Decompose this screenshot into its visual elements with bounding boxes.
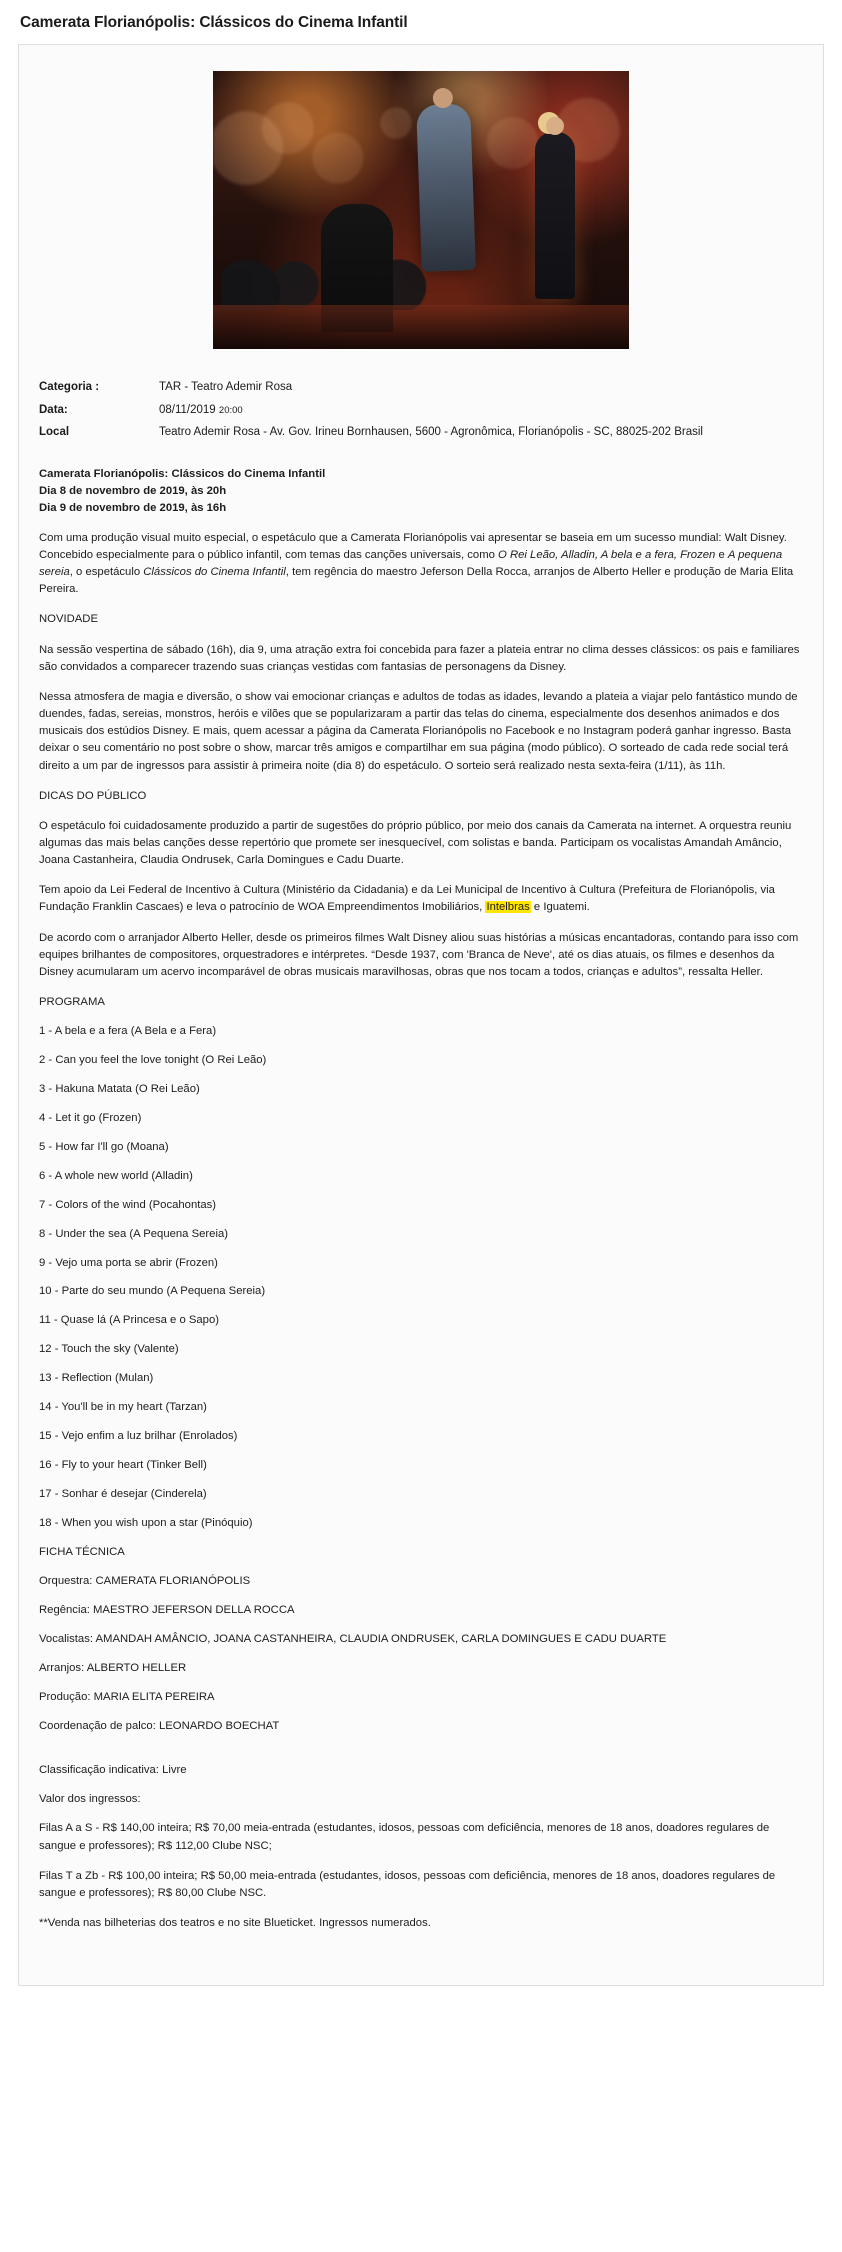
- paragraph-novidade: Na sessão vespertina de sábado (16h), dia 9, uma atração extra foi concebida para fazer a plateia entrar no clima desses clássicos: os pais e familiares são convidados a comparecer trazendo suas crianças vestidas com fantasias de personagens da Disney.: [39, 643, 800, 673]
- list-item: 6 - A whole new world (Alladin): [39, 1169, 193, 1182]
- list-item: Coordenação de palco: LEONARDO BOECHAT: [39, 1719, 280, 1732]
- lead-session-1: Dia 8 de novembro de 2019, às 20h: [39, 484, 227, 497]
- paragraph-atmosfera: Nessa atmosfera de magia e diversão, o show vai emocionar crianças e adultos de todas as idades, levando a plateia a viajar pelo fantástico mundo de duendes, fadas, sereias, monstros, heróis e vilões que se popularizaram a partir das telas do cinema, especialmente dos desenhos animados e dos musicais dos estúdios Disney. E mais, quem acessar a página da Camerata Florianópolis no Facebook e no Instagram poderá ganhar ingresso. Basta deixar o seu comentário no post sobre o show, marcar três amigos e compartilhar em sua página (modo público). O sorteado de cada rede social terá direito a um par de ingressos para assistir à primeira noite (dia 8) do espetáculo. O sorteio será realizado nesta sexta-feira (1/11), às 11h.: [39, 690, 798, 772]
- list-item: 18 - When you wish upon a star (Pinóquio): [39, 1516, 253, 1529]
- paragraph-dicas: O espetáculo foi cuidadosamente produzido a partir de sugestões do próprio público, por meio dos canais da Camerata na internet. A orquestra reuniu algumas das mais belas canções desse repertório que promete ser inesquecível, com solistas e banda. Participam os vocalistas Amandah Amâncio, Joana Castanheira, Claudia Ondrusek, Carla Domingues e Cadu Duarte.: [39, 819, 792, 867]
- apoio-part-2: e Iguatemi.: [530, 901, 590, 914]
- lead-title: Camerata Florianópolis: Clássicos do Cinema Infantil: [39, 468, 326, 481]
- list-item: 12 - Touch the sky (Valente): [39, 1343, 179, 1356]
- classificacao-indicativa: Classificação indicativa: Livre: [39, 1764, 187, 1777]
- table-row: [39, 376, 803, 399]
- meta-value-local: Teatro Ademir Rosa - Av. Gov. Irineu Bornhausen, 5600 - Agronômica, Florianópolis - SC, 88025-202 Brasil: [159, 426, 703, 439]
- intro-part-4: , tem regência do maestro Jeferson Della Rocca, arranjos de Alberto Heller e produção de Maria Elita Pereira.: [39, 566, 794, 596]
- intro-titles-1: O Rei Leão, Alladin, A bela e a fera, Frozen: [498, 548, 716, 561]
- list-item: Arranjos: ALBERTO HELLER: [39, 1661, 187, 1674]
- intro-part-1: Com uma produção visual muito especial, o espetáculo que a Camerata Florianópolis vai apresentar se baseia em um sucesso mundial: Walt Disney. Concebido especialmente para o público infantil, com temas das canções universais, como: [39, 531, 787, 561]
- list-item: 8 - Under the sea (A Pequena Sereia): [39, 1227, 229, 1240]
- ticket-price-row-2: Filas T a Zb - R$ 100,00 inteira; R$ 50,00 meia-entrada (estudantes, idosos, pessoas com deficiência, menores de 18 anos, doadores regulares de sangue e professores); R$ 80,00 Clube NSC.: [39, 1869, 776, 1899]
- list-item: 1 - A bela e a fera (A Bela e a Fera): [39, 1025, 217, 1038]
- event-meta-table: [39, 376, 803, 444]
- list-item: 5 - How far I'll go (Moana): [39, 1140, 169, 1153]
- page-title: Camerata Florianópolis: Clássicos do Cinema Infantil: [20, 14, 408, 31]
- list-item: 9 - Vejo uma porta se abrir (Frozen): [39, 1256, 218, 1269]
- list-item: 3 - Hakuna Matata (O Rei Leão): [39, 1082, 200, 1095]
- paragraph-heller: De acordo com o arranjador Alberto Heller, desde os primeiros filmes Walt Disney aliou suas histórias a músicas encantadoras, contando para isso com equipes brilhantes de compositores, orquestradores e intérpretes. “Desde 1937, com 'Branca de Neve', até os dias atuais, os filmes e desenhos da Disney acumularam um acervo incomparável de obras musicais maravilhosas, obras que nos tocam a todos, crianças e adultos”, ressalta Heller.: [39, 931, 799, 978]
- list-item: 15 - Vejo enfim a luz brilhar (Enrolados): [39, 1430, 238, 1443]
- orchestra-performance-photo: [213, 71, 629, 349]
- sponsor-highlight-intelbras: Intelbras: [486, 901, 530, 914]
- list-item: 10 - Parte do seu mundo (A Pequena Sereia): [39, 1285, 266, 1298]
- list-item: 11 - Quase lá (A Princesa e o Sapo): [39, 1314, 220, 1327]
- photo-singer: [535, 132, 575, 299]
- list-item: Orquestra: CAMERATA FLORIANÓPOLIS: [39, 1574, 251, 1587]
- heading-novidade: NOVIDADE: [39, 613, 99, 626]
- event-lead-block: [39, 466, 803, 517]
- photo-conductor: [416, 103, 476, 272]
- event-content-card: [18, 44, 824, 1986]
- list-item: Regência: MAESTRO JEFERSON DELLA ROCCA: [39, 1603, 295, 1616]
- event-date: 08/11/2019: [159, 403, 216, 416]
- meta-value-data: [159, 399, 803, 422]
- intro-titles-2: A pequena sereia: [39, 548, 783, 579]
- heading-valor-ingressos: Valor dos ingressos:: [39, 1793, 141, 1806]
- meta-label-local: Local: [39, 426, 70, 439]
- list-item: 17 - Sonhar é desejar (Cinderela): [39, 1488, 207, 1501]
- paragraph-apoio: [39, 882, 803, 916]
- apoio-part-1: Tem apoio da Lei Federal de Incentivo à Cultura (Ministério da Cidadania) e da Lei Municipal de Incentivo à Cultura (Prefeitura de Florianópolis, via Fundação Franklin Cascaes) e leva o patrocínio de WOA Empreendimentos Imobiliários,: [39, 884, 775, 914]
- list-item: 13 - Reflection (Mulan): [39, 1372, 154, 1385]
- list-item: Produção: MARIA ELITA PEREIRA: [39, 1690, 215, 1703]
- ticket-sales-note: **Venda nas bilheterias dos teatros e no site Blueticket. Ingressos numerados.: [39, 1916, 431, 1929]
- meta-value-categoria: TAR - Teatro Ademir Rosa: [159, 381, 293, 393]
- intro-part-2: e: [715, 548, 728, 561]
- list-item: 4 - Let it go (Frozen): [39, 1111, 142, 1124]
- paragraph-intro: [39, 530, 803, 599]
- meta-label-categoria: Categoria :: [39, 381, 100, 393]
- heading-ficha-tecnica: FICHA TÉCNICA: [39, 1545, 125, 1558]
- meta-label-data: Data:: [39, 403, 68, 416]
- photo-stage-floor: [213, 305, 629, 349]
- heading-programa: PROGRAMA: [39, 996, 105, 1009]
- event-time: 20:00: [218, 404, 243, 416]
- table-row: [39, 421, 803, 444]
- list-item: Vocalistas: AMANDAH AMÂNCIO, JOANA CASTANHEIRA, CLAUDIA ONDRUSEK, CARLA DOMINGUES E CADU DUARTE: [39, 1632, 667, 1645]
- ticket-price-row-1: Filas A a S - R$ 140,00 inteira; R$ 70,00 meia-entrada (estudantes, idosos, pessoas com deficiência, menores de 18 anos, doadores regulares de sangue e professores); R$ 112,00 Clube NSC;: [39, 1822, 770, 1852]
- intro-part-3: , o espetáculo: [69, 566, 144, 579]
- hero-image-container: [39, 63, 803, 376]
- list-item: 14 - You'll be in my heart (Tarzan): [39, 1401, 207, 1414]
- table-row: [39, 399, 803, 422]
- list-item: 2 - Can you feel the love tonight (O Rei Leão): [39, 1053, 267, 1066]
- intro-show-title: Clássicos do Cinema Infantil: [143, 566, 286, 579]
- list-item: 16 - Fly to your heart (Tinker Bell): [39, 1459, 207, 1472]
- lead-session-2: Dia 9 de novembro de 2019, às 16h: [39, 501, 227, 514]
- list-item: 7 - Colors of the wind (Pocahontas): [39, 1198, 217, 1211]
- heading-dicas: DICAS DO PÚBLICO: [39, 789, 147, 802]
- page-title-bar: [0, 0, 842, 44]
